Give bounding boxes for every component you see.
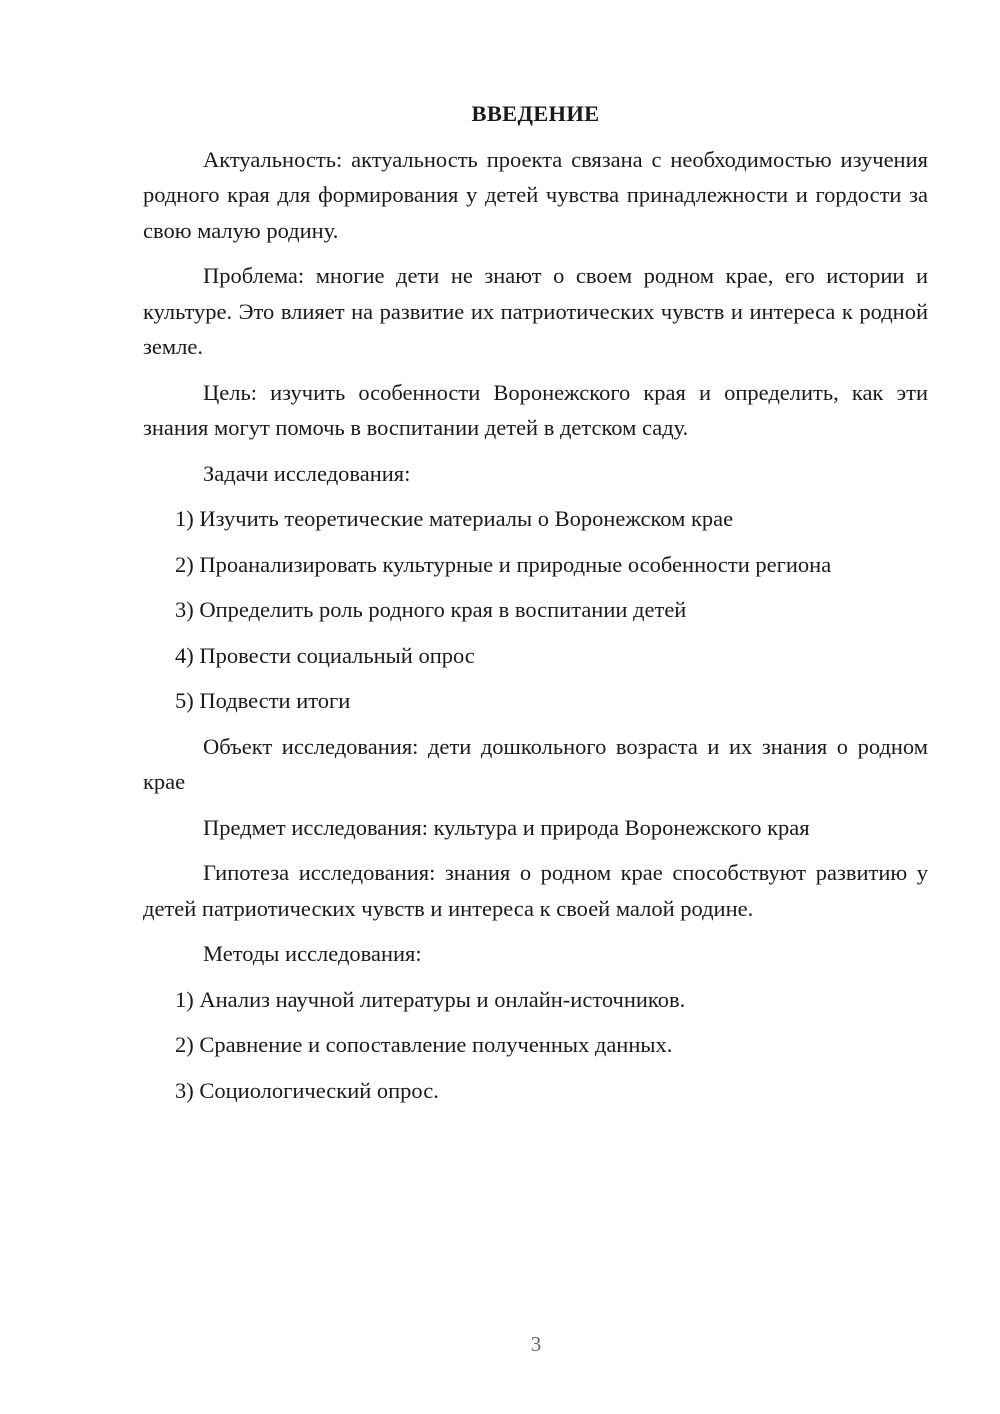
document-page [143,96,928,1118]
methods-heading: Методы исследования: [203,941,422,966]
list-item: 3) Определить роль родного края в воспитании детей [175,597,687,622]
list-item: 2) Сравнение и сопоставление полученных данных. [175,1032,673,1057]
methods-list [143,982,928,1109]
list-item: 1) Анализ научной литературы и онлайн-источников. [175,986,686,1012]
hypothesis-paragraph: Гипотеза исследования: знания о родном крае способствуют развитию у детей патриотических чувств и интереса к своей малой родине. [143,860,928,921]
list-item: 4) Провести социальный опрос [175,642,475,668]
page-number: 3 [530,1332,542,1356]
list-item: 3) Социологический опрос. [175,1077,439,1103]
tasks-list [143,501,928,719]
goal-paragraph: Цель: изучить особенности Воронежского края и определить, как эти знания могут помочь в воспитании детей в детском саду. [143,379,928,440]
list-item: 5) Подвести итоги [175,688,351,713]
document-title: ВВЕДЕНИЕ [471,101,600,126]
tasks-heading: Задачи исследования: [203,460,411,486]
list-item: 1) Изучить теоретические материалы о Воронежском крае [175,506,734,531]
object-paragraph: Объект исследования: дети дошкольного возраста и их знания о родном крае [143,733,928,794]
list-item: 2) Проанализировать культурные и природные особенности региона [175,551,832,577]
subject-paragraph: Предмет исследования: культура и природа Воронежского края [203,814,810,840]
problem-paragraph: Проблема: многие дети не знают о своем родном крае, его истории и культуре. Это влияет на развитие их патриотических чувств и интереса к родной земле. [143,263,928,359]
relevance-paragraph: Актуальность: актуальность проекта связана с необходимостью изучения родного края для формирования у детей чувства принадлежности и гордости за свою малую родину. [143,146,928,243]
